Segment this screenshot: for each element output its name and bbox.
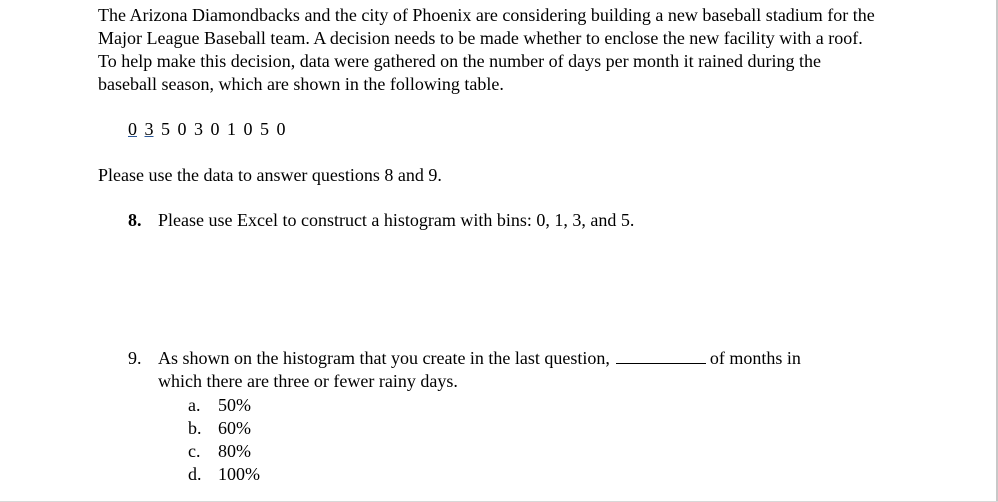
question-9-number: 9. [128,348,142,368]
answer-option [188,440,260,463]
data-value: 0 [276,119,286,139]
answer-option [188,463,260,486]
option-letter: a. [188,395,201,415]
data-value: 1 [227,119,236,139]
data-value: 5 [161,119,170,139]
answer-options [188,394,260,486]
question-8-number: 8. [128,210,142,230]
option-value: 60% [218,418,251,438]
option-letter: b. [188,418,202,438]
data-value: 0 [128,119,137,139]
data-value: 0 [177,119,187,139]
option-letter: c. [188,441,201,461]
answer-option [188,417,260,440]
data-value: 5 [260,119,269,139]
data-value: 3 [194,119,203,139]
data-value: 3 [144,119,154,139]
instruction-text: Please use the data to answer questions 8 and 9. [98,165,442,185]
rain-data-row [128,118,293,141]
answer-blank [616,349,706,364]
question-9-line-2: which there are three or fewer rainy days. [158,371,458,391]
option-value: 50% [218,395,251,415]
option-value: 80% [218,441,251,461]
question-9-text-before-blank: As shown on the histogram that you create in the last question, [158,348,610,368]
question-8-text: Please use Excel to construct a histogram with bins: 0, 1, 3, and 5. [158,210,635,230]
data-value: 0 [210,119,220,139]
answer-option [188,394,260,417]
question-9-text-after-blank: of months in [709,348,801,368]
option-letter: d. [188,464,202,484]
question-8 [128,209,634,232]
question-9-line-1 [158,347,801,370]
data-value: 0 [243,119,253,139]
intro-paragraph: The Arizona Diamondbacks and the city of Phoenix are considering building a new baseball stadium for the Major League Baseball team. A decision needs to be made whether to enclose the new facility with a roof. To help make this decision, data were gathered on the number of days per month it rained during the baseball season, which are shown in the following table. [98,5,875,94]
option-value: 100% [218,464,260,484]
